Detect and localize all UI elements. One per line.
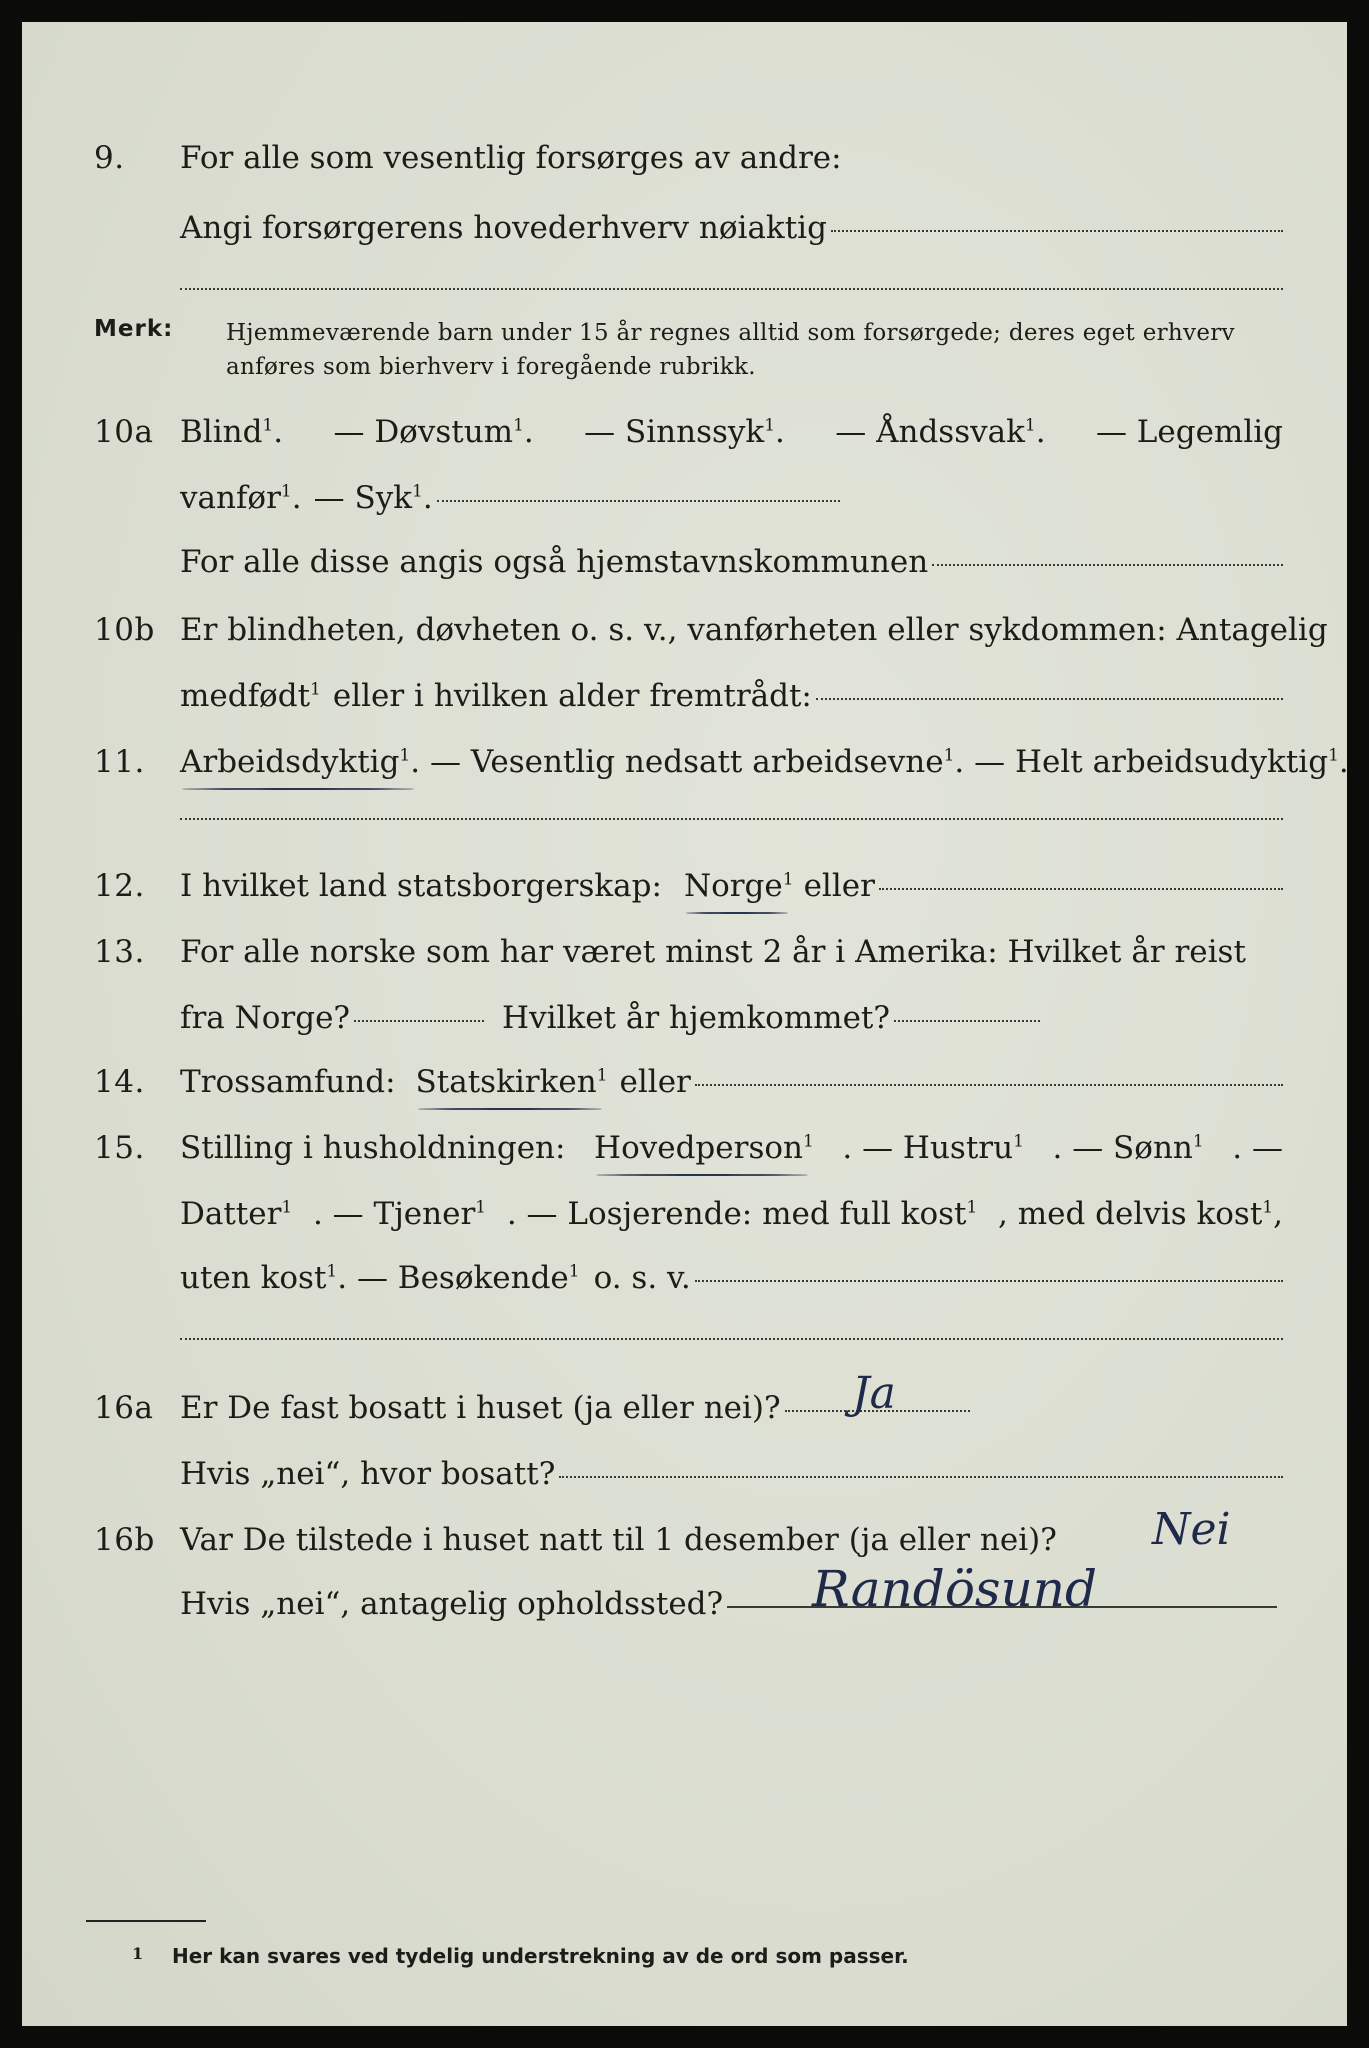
option-syk[interactable]: — Syk$^1$.: [313, 480, 433, 516]
answer-line: [180, 544, 1283, 580]
answer-field[interactable]: [831, 229, 1283, 232]
option-besokende[interactable]: . — Besøkende$^1$: [337, 1260, 580, 1296]
question-number: 11.: [94, 744, 145, 780]
question-text: Hvis „nei“, antagelig opholdssted?: [180, 1586, 724, 1622]
question-number: 10b: [94, 612, 155, 648]
question-text: I hvilket land statsborgerskap:: [180, 868, 662, 904]
option-datter[interactable]: Datter$^1$: [180, 1196, 293, 1232]
question-number: 16b: [94, 1522, 155, 1558]
answer-field[interactable]: [559, 1475, 1283, 1478]
option-legemlig[interactable]: — Legemlig: [1095, 414, 1283, 450]
question-text: Hvis „nei“, hvor bosatt?: [180, 1456, 556, 1492]
question-text: Var De tilstede i huset natt til 1 desember (ja eller nei)?: [180, 1522, 1057, 1558]
answer-line: [180, 678, 1283, 714]
question-text: Trossamfund:: [180, 1064, 396, 1100]
question-number: 13.: [94, 934, 145, 970]
answer-line: [180, 1456, 1283, 1492]
question-text: . —: [1232, 1130, 1283, 1166]
option-vanfor[interactable]: vanfør$^1$.: [180, 480, 302, 516]
question-number: 15.: [94, 1130, 145, 1166]
answer-field[interactable]: [437, 499, 840, 502]
answer-field[interactable]: [180, 818, 1283, 820]
merk-line-2: anføres som bierhverv i foregående rubrikk.: [226, 354, 756, 380]
handwritten-answer: Nei: [1152, 1504, 1231, 1555]
answer-field[interactable]: [354, 1019, 484, 1022]
option-andssvak[interactable]: — Åndssvak$^1$.: [835, 414, 1046, 450]
option-full-kost[interactable]: . — Losjerende: med full kost$^1$: [506, 1196, 978, 1232]
answer-field[interactable]: [695, 1279, 1283, 1282]
footnote-text: Her kan svares ved tydelig understrekning av de ord som passer.: [172, 1944, 909, 1968]
option-norge[interactable]: Norge$^1$: [683, 868, 794, 904]
census-form-page: [22, 22, 1347, 2026]
option-tjener[interactable]: . — Tjener$^1$: [312, 1196, 487, 1232]
option-medfodt[interactable]: medfødt$^1$: [180, 678, 321, 714]
question-text: o. s. v.: [593, 1260, 691, 1296]
option-udyktig[interactable]: — Helt arbeidsudyktig$^1$.: [974, 744, 1349, 780]
question-text: fra Norge?: [180, 1000, 351, 1036]
option-blind[interactable]: Blind$^1$.: [180, 414, 284, 450]
question-number: 9.: [94, 140, 125, 176]
answer-field[interactable]: [879, 887, 1283, 890]
question-text: Hvilket år hjemkommet?: [502, 1000, 891, 1036]
answer-field[interactable]: [932, 563, 1283, 566]
question-options: [180, 414, 1283, 450]
option-delvis-kost[interactable]: , med delvis kost$^1$,: [998, 1196, 1283, 1232]
question-text: Stilling i husholdningen:: [180, 1130, 566, 1166]
question-options: [180, 1196, 1283, 1232]
question-number: 14.: [94, 1064, 145, 1100]
merk-line-1: Hjemmeværende barn under 15 år regnes alltid som forsørgede; deres eget erhverv: [226, 320, 1235, 346]
handwritten-answer: Ja: [852, 1368, 896, 1419]
answer-field[interactable]: [894, 1019, 1040, 1022]
option-sinnssyk[interactable]: — Sinnssyk$^1$.: [584, 414, 785, 450]
answer-field[interactable]: [816, 697, 1283, 700]
answer-line: [180, 210, 1283, 246]
question-text: Angi forsørgerens hovederhverv nøiaktig: [180, 210, 827, 246]
answer-line: [180, 1260, 1283, 1296]
answer-line: [180, 1000, 1040, 1036]
question-text: For alle som vesentlig forsørges av andre:: [180, 140, 842, 176]
merk-label: Merk:: [94, 316, 174, 342]
option-statskirken[interactable]: Statskirken$^1$: [415, 1064, 608, 1100]
answer-field[interactable]: [180, 288, 1283, 290]
merk-text: [226, 316, 1283, 384]
question-text: For alle disse angis også hjemstavnskommunen: [180, 544, 929, 580]
answer-line: [180, 480, 840, 516]
question-text: eller: [803, 868, 875, 904]
question-number: 10a: [94, 414, 154, 450]
question-options: [180, 744, 1349, 780]
answer-field[interactable]: [180, 1338, 1283, 1340]
question-text: For alle norske som har været minst 2 år i Amerika: Hvilket år reist: [180, 934, 1246, 970]
option-arbeidsdyktig[interactable]: Arbeidsdyktig$^1$.: [180, 744, 421, 780]
answer-line: [180, 1586, 1277, 1622]
question-text: Er De fast bosatt i huset (ja eller nei)?: [180, 1390, 781, 1426]
option-sonn[interactable]: . — Sønn$^1$: [1052, 1130, 1204, 1166]
handwritten-answer: Randösund: [812, 1560, 1097, 1618]
footnote-divider: [86, 1920, 206, 1922]
question-text: eller i hvilken alder fremtrådt:: [332, 678, 812, 714]
question-text: eller: [619, 1064, 691, 1100]
option-uten-kost[interactable]: uten kost$^1$: [180, 1260, 338, 1296]
question-number: 12.: [94, 868, 145, 904]
answer-field[interactable]: [695, 1083, 1283, 1086]
answer-line: [180, 1064, 1283, 1100]
option-nedsatt[interactable]: — Vesentlig nedsatt arbeidsevne$^1$.: [429, 744, 965, 780]
option-dovstum[interactable]: — Døvstum$^1$.: [333, 414, 534, 450]
option-hustru[interactable]: . — Hustru$^1$: [842, 1130, 1024, 1166]
answer-line: [180, 868, 1283, 904]
footnote-mark: 1: [132, 1944, 144, 1963]
question-options: [180, 1130, 1283, 1166]
option-hovedperson[interactable]: Hovedperson$^1$: [594, 1130, 814, 1166]
question-number: 16a: [94, 1390, 154, 1426]
question-text: Er blindheten, døvheten o. s. v., vanførheten eller sykdommen: Antagelig: [180, 612, 1328, 648]
